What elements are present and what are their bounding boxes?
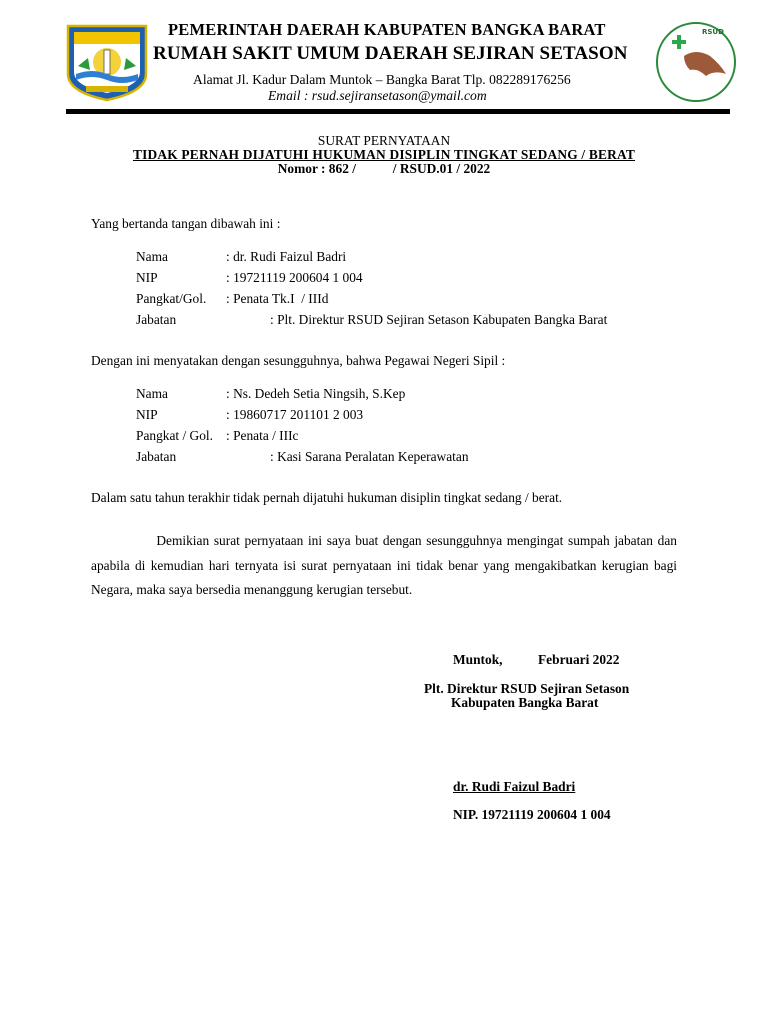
signer-nip-value: : 19721119 200604 1 004: [226, 270, 363, 285]
statement-text: Dengan ini menyatakan dengan sesungguhnya, bahwa Pegawai Negeri Sipil :: [91, 353, 506, 368]
signer-rank-value: : Penata Tk.I / IIId: [226, 291, 329, 306]
signer-name-value: : dr. Rudi Faizul Badri: [226, 249, 347, 264]
letterhead-email: Email : rsud.sejiransetason@ymail.com: [268, 88, 487, 103]
body-paragraph-2: Demikian surat pernyataan ini saya buat dengan sesungguhnya mengingat sumpah jabatan dan apabila di kemudian hari ternyata isi surat pernyataan ini tidak benar yang mengakibatkan kerugian bagi Negara, maka saya bersedia menanggung kerugian tersebut.: [91, 533, 677, 597]
employee-nip-value: : 19860717 201101 2 003: [226, 407, 364, 422]
intro-text: Yang bertanda tangan dibawah ini :: [91, 216, 281, 231]
employee-rank-value: : Penata / IIIc: [226, 428, 299, 443]
rsud-logo-text: RSUD: [702, 28, 724, 36]
signer-nip-label: NIP: [136, 270, 158, 285]
employee-nip-label: NIP: [136, 407, 158, 422]
signature-name: dr. Rudi Faizul Badri: [453, 779, 576, 794]
employee-position-label: Jabatan: [136, 449, 177, 464]
signature-date: Februari 2022: [538, 652, 620, 667]
doc-subtitle: TIDAK PERNAH DIJATUHI HUKUMAN DISIPLIN TINGKAT SEDANG / BERAT: [132, 147, 635, 162]
employee-rank-label: Pangkat / Gol.: [136, 428, 213, 443]
employee-position-value: : Kasi Sarana Peralatan Keperawatan: [270, 449, 469, 464]
letterhead-government: PEMERINTAH DAERAH KABUPATEN BANGKA BARAT: [168, 20, 606, 39]
doc-title: SURAT PERNYATAAN: [317, 133, 451, 148]
body-paragraph-1: Dalam satu tahun terakhir tidak pernah dijatuhi hukuman disiplin tingkat sedang / berat.: [91, 490, 563, 505]
letterhead-hospital: RUMAH SAKIT UMUM DAERAH SEJIRAN SETASON: [153, 43, 628, 64]
employee-name-value: : Ns. Dedeh Setia Ningsih, S.Kep: [226, 386, 406, 401]
signer-position-value: : Plt. Direktur RSUD Sejiran Setason Kabupaten Bangka Barat: [270, 312, 608, 327]
bangka-barat-logo: [64, 22, 150, 102]
signer-name-label: Nama: [136, 249, 168, 264]
doc-number: Nomor : 862 / / RSUD.01 / 2022: [277, 161, 491, 176]
signature-nip: NIP. 19721119 200604 1 004: [453, 807, 611, 822]
signature-position-1: Plt. Direktur RSUD Sejiran Setason: [424, 681, 630, 696]
rsud-logo: [654, 20, 738, 104]
employee-name-label: Nama: [136, 386, 168, 401]
letterhead-address: Alamat Jl. Kadur Dalam Muntok – Bangka Barat Tlp. 082289176256: [193, 72, 571, 87]
letterhead-rule: [66, 109, 730, 114]
signature-position-2: Kabupaten Bangka Barat: [451, 695, 599, 710]
signer-rank-label: Pangkat/Gol.: [136, 291, 207, 306]
signer-position-label: Jabatan: [136, 312, 177, 327]
signature-place: Muntok,: [453, 652, 503, 667]
